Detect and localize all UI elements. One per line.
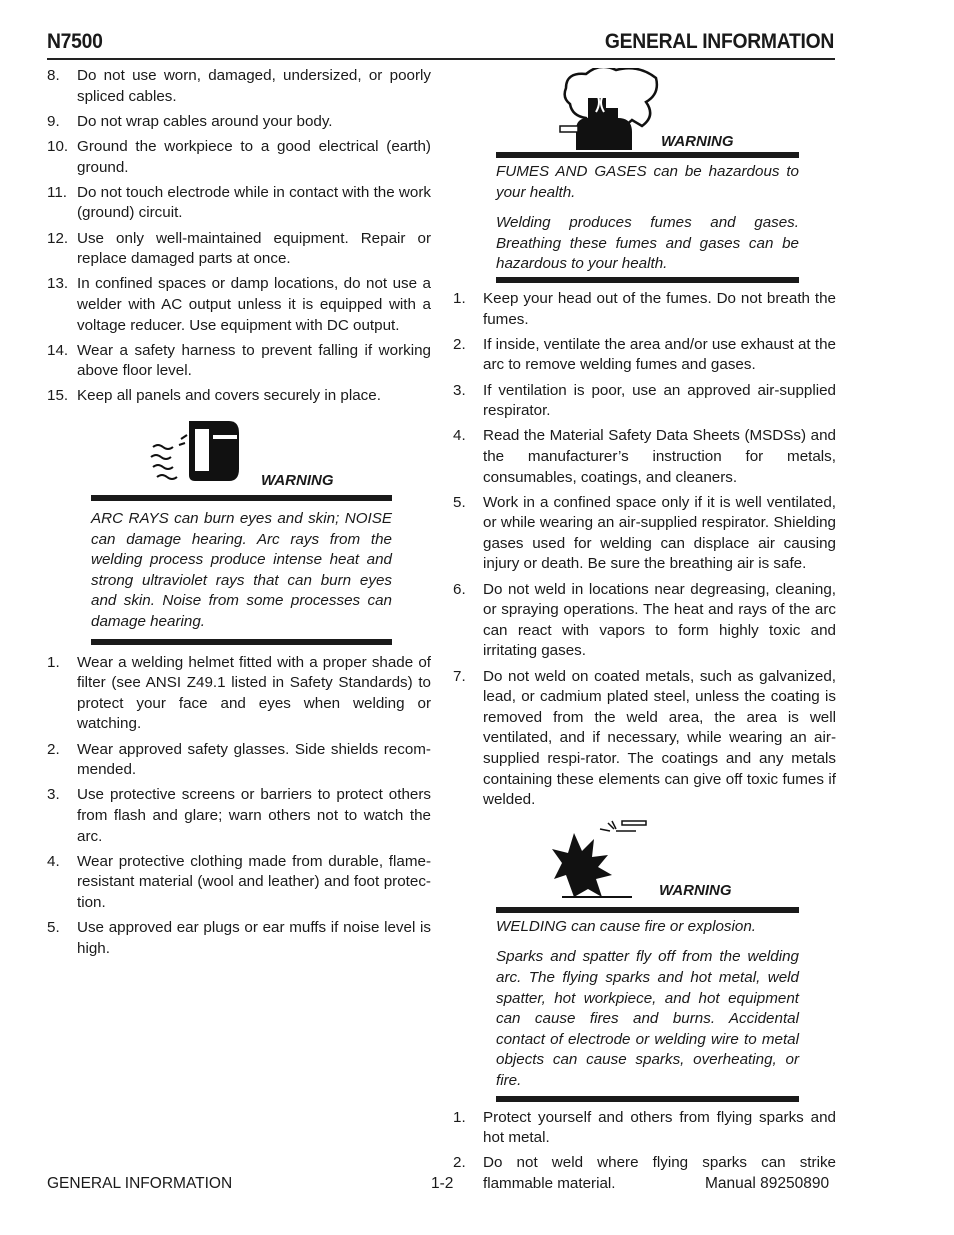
list-item	[47, 653, 431, 735]
list-item-number: 4.	[47, 852, 60, 870]
list-item-number: 9.	[47, 112, 60, 130]
warning-bottom-bar	[91, 639, 392, 645]
list-item-number: 1.	[453, 1108, 466, 1126]
list-item-number: 3.	[453, 381, 466, 399]
list-item	[47, 740, 431, 781]
list-item-text: If ventilation is poor, use an approved air-supplied respirator.	[483, 381, 836, 420]
list-item-number: 10.	[47, 137, 69, 155]
list-item-text: Keep all panels and covers securely in place.	[77, 387, 381, 405]
warning-paragraph: WELDING can cause fire or explosion.	[496, 917, 756, 935]
list-item-number: 15.	[47, 387, 69, 405]
page-header-left: N7500	[47, 30, 103, 53]
warning-text	[91, 501, 392, 633]
list-item-text: Wear approved safety glasses. Side shields recom-mended.	[77, 740, 431, 779]
right-column	[453, 66, 836, 1199]
list-item	[453, 289, 836, 330]
list-item	[47, 274, 431, 336]
list-item-text: Read the Material Safety Data Sheets (MSDSs) and the manufacturer’s instruction for metals, consumables, coatings, and cleaners.	[483, 427, 836, 486]
list-item-number: 6.	[453, 580, 466, 598]
list-item-text: Do not use worn, damaged, undersized, or poorly spliced cables.	[77, 67, 431, 105]
list-item-text: If inside, ventilate the area and/or use exhaust at the arc to remove welding fumes and gases.	[483, 335, 836, 374]
warning-text	[496, 913, 799, 1092]
list-item	[47, 183, 431, 224]
list-item	[453, 426, 836, 488]
list-item-number: 11.	[47, 183, 67, 201]
list-item	[453, 667, 836, 811]
page-header-right: GENERAL INFORMATION	[604, 30, 834, 53]
list-item	[47, 386, 431, 407]
warning-text	[496, 158, 799, 275]
warning-label: WARNING	[261, 472, 334, 490]
list-item	[47, 66, 431, 107]
warning-paragraph: FUMES AND GASES can be hazardous to your health.	[496, 163, 799, 201]
list-item-number: 2.	[453, 335, 466, 353]
warning-label: WARNING	[661, 133, 734, 150]
footer-page-number: 1-2	[431, 1175, 454, 1192]
list-item-number: 14.	[47, 341, 69, 359]
list-item	[47, 852, 431, 914]
warning-fire	[496, 817, 799, 1102]
list-item	[453, 381, 836, 422]
list-item	[47, 918, 431, 959]
footer-manual-number: Manual 89250890	[705, 1175, 830, 1192]
list-item-number: 5.	[453, 493, 466, 511]
list-item-number: 2.	[453, 1154, 466, 1172]
list-item	[47, 112, 431, 133]
warning-bottom-bar	[496, 1096, 799, 1102]
list-item-number: 3.	[47, 786, 60, 804]
warning-arc-rays	[91, 417, 392, 645]
list-item	[453, 493, 836, 575]
warning-bottom-bar	[496, 277, 799, 283]
list-item-text: Do not wrap cables around your body.	[77, 112, 333, 130]
list-item-text: In confined spaces or damp locations, do not use a welder with AC output unless it is equipped with a voltage reducer. Use equipment with DC output.	[77, 275, 431, 334]
list-item	[453, 335, 836, 376]
warning-paragraph: Sparks and spatter fly off from the welding arc. The flying sparks and hot metal, weld spatter, hot workpiece, and hot equipment can cause fires and burns. Accidental contact of electrode or welding wire to metal objects can cause sparks, overheating, or fire.	[496, 948, 799, 1089]
warning-label: WARNING	[659, 881, 732, 899]
list-item-text: Ground the workpiece to a good electrical (earth) ground.	[77, 137, 431, 176]
list-item	[47, 137, 431, 178]
welding-helmet-icon	[91, 417, 392, 487]
list-item	[453, 580, 836, 662]
warning-fumes	[496, 68, 799, 283]
list-item-text: Do not weld where flying sparks can strike flammable material.	[483, 1154, 836, 1192]
list-item-text: Wear a welding helmet fitted with a proper shade of filter (see ANSI Z49.1 listed in Safety Standards) to protect your face and eyes when welding or watching.	[77, 653, 431, 733]
list-item-text: Keep your head out of the fumes. Do not breath the fumes.	[483, 289, 836, 328]
list-item	[47, 341, 431, 382]
list-item-number: 5.	[47, 919, 60, 937]
warning-paragraph: ARC RAYS can burn eyes and skin; NOISE can damage hearing. Arc rays from the welding process produce intense heat and strong ultraviolet rays that can burn eyes and skin. Noise from some processes can damage hearing.	[91, 510, 392, 631]
list-item-text: Use protective screens or barriers to protect others from flash and glare; warn others not to watch the arc.	[77, 786, 431, 845]
list-item-text: Work in a confined space only if it is well ventilated, or while wearing an air-supplied respirator. Shielding gases used for welding can displace air causing injury or death. Be sure the breathing air is safe.	[483, 493, 836, 573]
list-item-number: 1.	[453, 289, 466, 307]
list-item-text: Protect yourself and others from flying sparks and hot metal.	[483, 1108, 836, 1147]
list-item-number: 7.	[453, 667, 466, 685]
footer-section: GENERAL INFORMATION	[47, 1175, 233, 1192]
left-column	[47, 66, 431, 964]
list-item-text: Do not weld on coated metals, such as galvanized, lead, or cadmium plated steel, unless the coating is removed from the weld area, the area is well ventilated, and if necessary, while wearing an air-supplied respi-rator. The coatings and any metals containing these elements can give off toxic fumes if welded.	[483, 667, 836, 809]
list-item-number: 4.	[453, 427, 466, 445]
list-item-number: 1.	[47, 653, 60, 671]
header-rule	[47, 58, 835, 60]
warning-paragraph: Welding produces fumes and gases. Breathing these fumes and gases can be hazardous to your health.	[496, 214, 799, 273]
list-item	[47, 785, 431, 847]
list-item-text: Wear a safety harness to prevent falling if working above floor level.	[77, 341, 431, 380]
list-item-number: 8.	[47, 67, 60, 84]
left-list-2	[47, 653, 431, 960]
list-item-text: Use approved ear plugs or ear muffs if noise level is high.	[77, 919, 431, 957]
list-item-number: 2.	[47, 740, 60, 758]
explosion-icon	[496, 817, 799, 903]
list-item-number: 13.	[47, 275, 69, 293]
list-item	[47, 229, 431, 270]
fumes-head-icon	[496, 68, 799, 152]
list-item-text: Do not touch electrode while in contact with the work (ground) circuit.	[77, 183, 431, 222]
left-list-1	[47, 66, 431, 407]
list-item	[453, 1108, 836, 1149]
right-list-1	[453, 289, 836, 811]
list-item-text: Use only well-maintained equipment. Repair or replace damaged parts at once.	[77, 229, 431, 268]
list-item-number: 12.	[47, 229, 69, 247]
list-item-text: Wear protective clothing made from durable, flame-resistant material (wool and leather) and foot protec-tion.	[77, 852, 431, 911]
list-item-text: Do not weld in locations near degreasing, cleaning, or spraying operations. The heat and rays of the arc can react with vapors to form highly toxic and irritating gases.	[483, 580, 836, 660]
